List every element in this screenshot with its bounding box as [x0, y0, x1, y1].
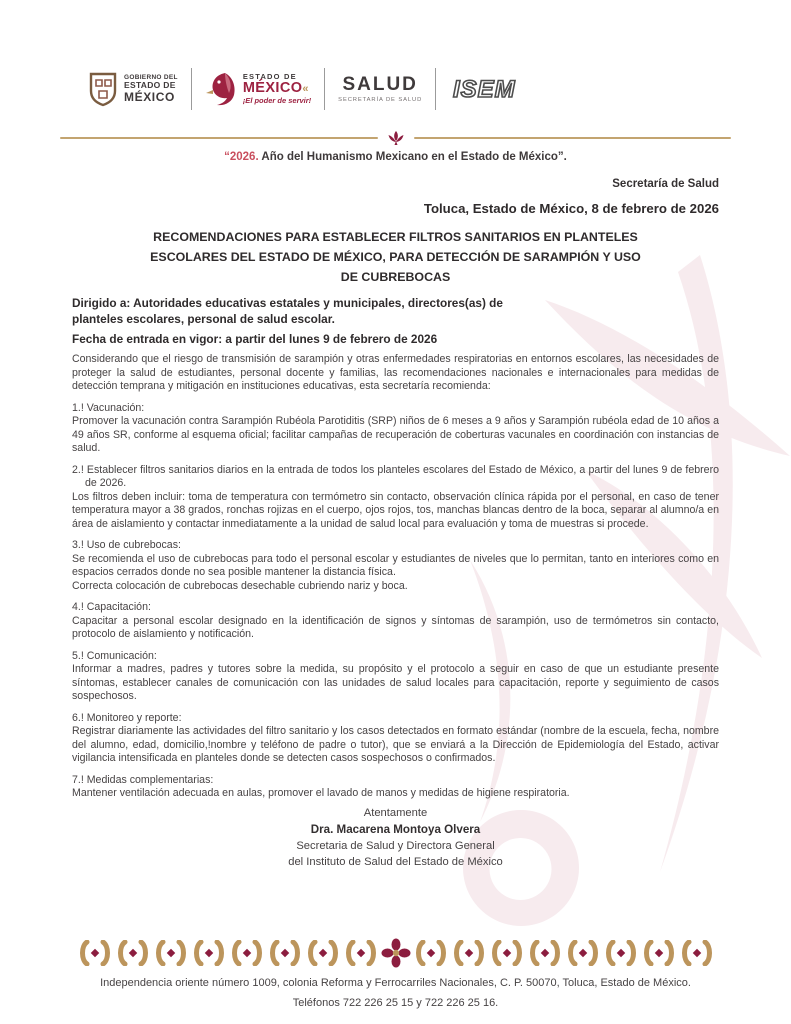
section-heading: 4.! Capacitación:	[72, 601, 151, 614]
logo-gobierno-line3: MÉXICO	[124, 89, 175, 104]
addressed-to: Dirigido a: Autoridades educativas estatales y municipales, directores(as) de planteles escolares, personal de salud escolar.	[72, 295, 503, 326]
section-medidas-complementarias	[72, 774, 719, 801]
laurel-ornament-icon	[603, 940, 639, 966]
flower-icon	[381, 938, 411, 968]
intro-paragraph: Considerando que el riesgo de transmisión de sarampión y otras enfermedades respiratorias en entornos escolares, las necesidades de proteger la salud de estudiantes, personal docente y familias, las recomendaciones nacionales e internacionales para medidas de detección temprana y mitigación en instituciones educativas, esta secretaría recomienda:	[72, 353, 719, 393]
laurel-ornament-icon	[77, 940, 113, 966]
isem-logo-graphic	[449, 74, 527, 104]
signature-role-1: Secretaria de Salud y Directora General	[296, 839, 495, 852]
logo-salud-title: SALUD	[342, 73, 418, 95]
logo-gobierno-text	[124, 74, 178, 104]
rule-line	[60, 137, 378, 139]
motto-year: “2026.	[224, 151, 259, 163]
logo-estado-de-mexico	[205, 71, 311, 107]
rule-line	[414, 137, 732, 139]
logo-divider	[191, 68, 192, 110]
logo-gobierno-line2: ESTADO DE	[124, 80, 176, 91]
logo-salud-subtitle: SECRETARÍA DE SALUD	[338, 96, 423, 103]
motto-text: Año del Humanismo Mexicano en el Estado de México”.	[258, 151, 567, 163]
section-heading: 7.! Medidas complementarias:	[72, 773, 214, 786]
header-rule	[60, 130, 731, 146]
laurel-ornament-icon	[229, 940, 265, 966]
laurel-ornament-icon	[641, 940, 677, 966]
laurel-ornament-icon	[153, 940, 189, 966]
dateline: Toluca, Estado de México, 8 de febrero de 2026	[423, 201, 719, 216]
section-body: Promover la vacunación contra Sarampión Rubéola Parotiditis (SRP) niños de 6 meses a 9 años y Sarampión rubéola edad de 10 años a 49 años SR, conforme al esquema oficial; facilitar campañas de recuperación de coberturas vacunales en coordinación con instancias de salud.	[72, 415, 719, 455]
logo-isem	[449, 74, 527, 104]
section-heading: 2.! Establecer filtros sanitarios diarios en la entrada de todos los planteles escolares del Estado de México, a partir del lunes 9 de febrero de 2026.	[72, 463, 719, 490]
department-label: Secretaría de Salud	[612, 178, 719, 190]
page-footer	[0, 934, 791, 1011]
flower-icon	[387, 130, 405, 146]
laurel-ornament-icon	[489, 940, 525, 966]
logo-gobierno-line1: GOBIERNO DEL	[124, 73, 178, 81]
document-title: RECOMENDACIONES PARA ESTABLECER FILTROS SANITARIOS EN PLANTELES ESCOLARES DEL ESTADO DE MÉXICO, PARA DETECCIÓN DE SARAMPIÓN Y USO DE CUBREBOCAS	[150, 230, 641, 284]
laurel-ornament-icon	[413, 940, 449, 966]
section-heading: 3.! Uso de cubrebocas:	[72, 539, 181, 552]
laurel-ornament-icon	[565, 940, 601, 966]
section-body: Registrar diariamente las actividades del filtro sanitario y los casos detectados en formato estándar (nombre de la escuela, fecha, nombre del alumno, edad, domicilio,!nombre y teléfono de padre o tutor), que se enviará a la Dirección de Epidemiología del Estado, activar vigilancia intensificada en planteles donde se detecten casos sospechosos o confirmados.	[72, 725, 719, 765]
section-filtros-sanitarios	[72, 464, 719, 532]
section-body: Correcta colocación de cubrebocas desechable cubriendo nariz y boca.	[72, 579, 408, 592]
logo-edomex-line1: ESTADO DE	[242, 71, 297, 81]
section-vacunacion	[72, 402, 719, 456]
section-comunicacion	[72, 650, 719, 704]
section-body: Los filtros deben incluir: toma de temperatura con termómetro sin contacto, observación clínica rápida por el personal, en caso de tener temperatura mayor a 38 grados, ronchas rojizas en el cuerpo, ojos rojos, tos, manchas blancas dentro de la boca, separar al alumno/a en área de aislamiento y contactar inmediatamente a la unidad de salud local para evaluación y toma de muestras si procede.	[72, 490, 719, 530]
logo-edomex-text	[243, 73, 311, 105]
section-capacitacion	[72, 601, 719, 642]
laurel-ornament-icon	[305, 940, 341, 966]
year-motto	[72, 151, 719, 163]
footer-ornament	[0, 934, 791, 972]
header-logos	[88, 62, 719, 116]
laurel-ornament-icon	[343, 940, 379, 966]
section-body: Informar a madres, padres y tutores sobre la medida, su propósito y el protocolo a seguir en caso de que un estudiante presente síntomas, establecer canales de comunicación con las unidades de salud locales para capacitación, reporte y seguimiento de casos sospechosos.	[72, 663, 719, 703]
logo-divider	[324, 68, 325, 110]
logo-edomex-tagline: ¡El poder de servir!	[242, 95, 312, 105]
section-heading: 6.! Monitoreo y reporte:	[72, 711, 182, 724]
section-body: Se recomienda el uso de cubrebocas para todo el personal escolar y estudiantes de niveles que lo permitan, tanto en interiores como en espacios cerrados donde no sea posible mantener la distancia física.	[72, 552, 719, 579]
section-monitoreo	[72, 712, 719, 766]
laurel-ornament-icon	[191, 940, 227, 966]
logo-salud	[338, 75, 422, 103]
effective-date: Fecha de entrada en vigor: a partir del lunes 9 de febrero de 2026	[72, 332, 438, 347]
laurel-ornament-icon	[679, 940, 715, 966]
signature-name: Dra. Macarena Montoya Olvera	[310, 822, 481, 836]
logo-divider	[435, 68, 436, 110]
section-body: Mantener ventilación adecuada en aulas, promover el lavado de manos y medidas de higiene respiratoria.	[72, 787, 570, 800]
section-heading: 1.! Vacunación:	[72, 401, 145, 414]
logo-isem-title: ISEM	[453, 76, 516, 103]
section-uso-cubrebocas	[72, 539, 719, 593]
laurel-ornament-icon	[115, 940, 151, 966]
signature-block	[72, 805, 719, 870]
laurel-ornament-icon	[267, 940, 303, 966]
logo-edomex-line2: MÉXICO«	[242, 80, 309, 97]
footer-phones: Teléfonos 722 226 25 15 y 722 226 25 16.	[292, 996, 499, 1009]
coat-of-arms-icon	[88, 71, 118, 107]
section-body: Capacitar a personal escolar designado en la identificación de signos y síntomas de sarampión, uso de termómetros sin contacto, protocolo de aislamiento y notificación.	[72, 614, 719, 641]
gold-chevron-icon: «	[302, 83, 309, 96]
footer-address: Independencia oriente número 1009, colonia Reforma y Ferrocarriles Nacionales, C. P. 50070, Toluca, Estado de México.	[100, 977, 691, 989]
hummingbird-icon	[205, 71, 239, 107]
logo-gobierno-edomex	[88, 71, 178, 107]
section-heading: 5.! Comunicación:	[72, 649, 157, 662]
laurel-ornament-icon	[451, 940, 487, 966]
laurel-ornament-icon	[527, 940, 563, 966]
signature-role-2: del Instituto de Salud del Estado de México	[288, 855, 503, 868]
signature-salutation: Atentamente	[363, 806, 428, 819]
